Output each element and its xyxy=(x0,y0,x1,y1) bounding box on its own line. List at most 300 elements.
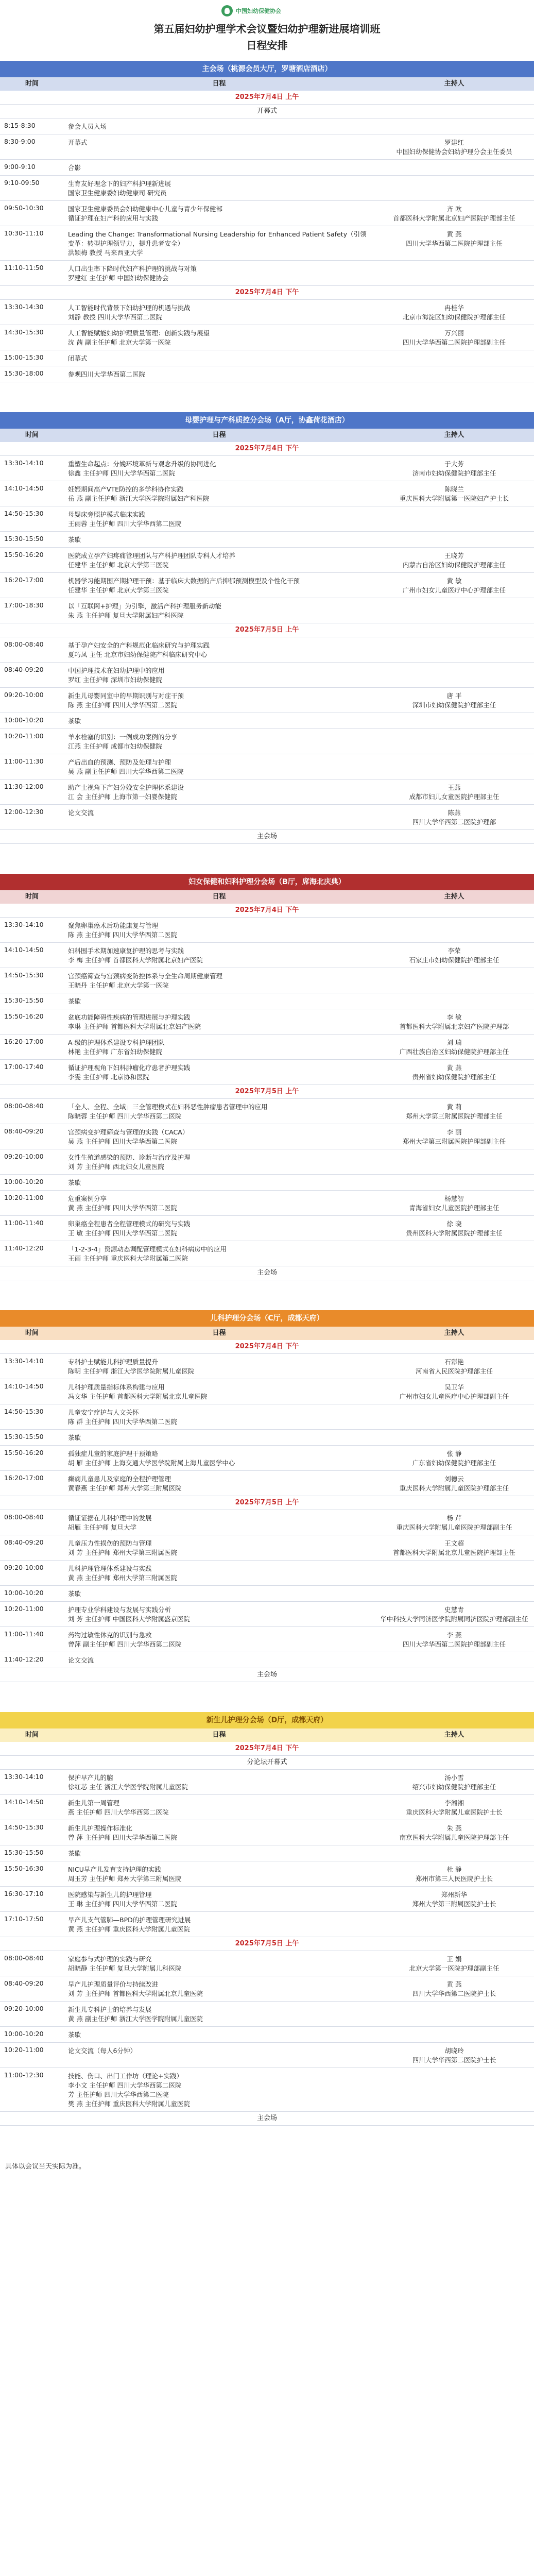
host-cell: 齐 欧 首都医科大学附属北京妇产医院护理部主任 xyxy=(393,205,515,222)
session-label: 主会场 xyxy=(0,830,534,844)
time-cell: 14:50-15:30 xyxy=(4,1823,44,1831)
table-row xyxy=(0,2002,534,2027)
column-header-row xyxy=(0,77,534,91)
table-row xyxy=(0,573,534,598)
time-cell: 15:50-16:20 xyxy=(4,551,44,558)
table-row xyxy=(0,754,534,779)
topic-cell: 护理专业学科建设与发展与实践分析 刘 芳 主任护师 中国医科大学附属盛京医院 xyxy=(68,1606,190,1623)
time-cell: 9:00-9:10 xyxy=(4,163,36,171)
time-cell: 10:30-11:10 xyxy=(4,229,44,237)
day-heading: 2025年7月4日 下午 xyxy=(0,1742,534,1756)
topic-cell: 羊水栓塞的识别：一例成功案例的分享 江燕 主任护师 成都市妇幼保健院 xyxy=(68,733,178,750)
host-cell: 汤小雪 绍兴市妇幼保健院护理部主任 xyxy=(412,1774,496,1791)
topic-cell: 技能、伤口、出门工作坊（理论+实践） 李小文 主任护师 四川大学华西第二医院 芳 主任护师 四川大学华西第二医院 樊 燕 主任护师 重庆医科大学附属儿童医院 xyxy=(68,2072,190,2108)
day-heading: 2025年7月5日 上午 xyxy=(0,1937,534,1951)
table-row xyxy=(0,1795,534,1820)
section-spacer xyxy=(0,382,534,412)
host-cell: 王晓芳 内蒙古自治区妇幼保健院护理部主任 xyxy=(402,552,506,569)
host-cell: 唐 平 深圳市妇幼保健院护理部主任 xyxy=(412,692,496,709)
topic-cell: 母婴床旁照护模式临床实践 王丽蓉 主任护师 四川大学华西第二医院 xyxy=(68,511,182,528)
topic-cell: 盆底功能障碍性疾病的管理进展与护理实践 李琳 主任护师 首都医科大学附属北京妇产医院 xyxy=(68,1013,201,1030)
time-cell: 14:10-14:50 xyxy=(4,1798,44,1806)
topic-cell: 危重案例分享 黄 燕 主任护师 四川大学华西第二医院 xyxy=(68,1195,177,1212)
host-cell: 杨 芹 重庆医科大学附属儿童医院护理部副主任 xyxy=(396,1514,512,1531)
topic-cell: 儿科护理管理体系建设与实践 黄 燕 主任护师 郑州大学第三附属医院 xyxy=(68,1565,177,1582)
topic-cell: Leading the Change: Transformational Nursing Leadership for Enhanced Patient Safety（引领变革：转型护理领导力，提升患者安全） 洪颖梅 教授 马来西亚大学 xyxy=(68,230,367,257)
time-cell: 11:00-11:40 xyxy=(4,1630,44,1638)
host-cell: 李 敏 首都医科大学附属北京妇产医院护理部 xyxy=(399,1013,509,1030)
time-cell: 13:30-14:10 xyxy=(4,921,44,928)
time-cell: 10:00-10:20 xyxy=(4,1178,44,1185)
table-row xyxy=(0,325,534,350)
topic-cell: 癫痫儿童患儿及家庭的全程护理管理 黄春燕 主任护师 郑州大学第三附属医院 xyxy=(68,1475,182,1492)
topic-cell: 药物过敏性休克的识别与急救 曾萍 副主任护师 四川大学华西第二医院 xyxy=(68,1631,182,1648)
time-cell: 16:20-17:00 xyxy=(4,1474,44,1482)
table-row xyxy=(0,1216,534,1241)
column-header-row xyxy=(0,890,534,904)
table-row xyxy=(0,1535,534,1561)
host-cell: 李 丽 郑州大学第三附属医院护理部副主任 xyxy=(402,1128,506,1145)
host-cell xyxy=(374,366,534,382)
section-title: 主会场（桃源会员大厅，罗塘酒店酒店） xyxy=(0,61,534,77)
column-header-row xyxy=(0,429,534,442)
topic-cell: 儿科护理质量指标体系构建与应用 冯文华 主任护师 首都医科大学附属北京儿童医院 xyxy=(68,1383,208,1400)
table-row xyxy=(0,1191,534,1216)
host-cell: 黄 燕 四川大学华西第二医院护士长 xyxy=(412,1980,496,1997)
table-row xyxy=(0,779,534,805)
table-row xyxy=(0,1354,534,1379)
topic-cell: 茶歇 xyxy=(68,1850,81,1857)
topic-cell: 宫颈病变护理筛查与管理的实践（CACA） 吴 燕 主任护师 四川大学华西第二医院 xyxy=(68,1128,189,1145)
host-cell: 徐 晓 贵州医科大学附属医院护理部主任 xyxy=(406,1220,503,1237)
host-cell xyxy=(374,176,534,200)
column-header: 日程 xyxy=(212,431,226,439)
table-row xyxy=(0,1404,534,1430)
time-cell: 17:00-18:30 xyxy=(4,601,44,609)
topic-cell: 机器学习能期围产期护理干预：基于临床大数据的产后抑郁预测模型及个性化干预 任建华 主任护师 北京大学第三医院 xyxy=(68,577,300,594)
day-heading: 2025年7月4日 下午 xyxy=(0,904,534,918)
host-cell: 刘 瑞 广西壮族自治区妇幼保健院护理部主任 xyxy=(399,1039,509,1056)
host-cell: 李湘湘 重庆医科大学附属儿童医院护士长 xyxy=(406,1799,503,1816)
column-header: 主持人 xyxy=(444,80,464,88)
session-label: 开幕式 xyxy=(0,105,534,118)
time-cell: 14:50-15:30 xyxy=(4,510,44,517)
time-cell: 11:00-11:40 xyxy=(4,1219,44,1227)
table-row xyxy=(0,1820,534,1845)
table-row xyxy=(0,1586,534,1602)
table-row xyxy=(0,1976,534,2002)
table-row xyxy=(0,1446,534,1471)
host-cell xyxy=(374,532,534,547)
column-header: 主持人 xyxy=(444,1329,464,1337)
column-header: 主持人 xyxy=(444,431,464,439)
table-row xyxy=(0,1099,534,1124)
host-cell xyxy=(374,160,534,175)
time-cell: 15:50-16:30 xyxy=(4,1865,44,1872)
time-cell: 15:30-15:50 xyxy=(4,1849,44,1856)
table-row xyxy=(0,261,534,286)
table-row xyxy=(0,350,534,366)
time-cell: 15:50-16:20 xyxy=(4,1012,44,1020)
host-cell xyxy=(374,1561,534,1585)
host-cell: 朱 燕 南京医科大学附属儿童医院护理部主任 xyxy=(399,1824,509,1841)
table-row xyxy=(0,1652,534,1668)
day-heading: 2025年7月4日 上午 xyxy=(0,91,534,105)
topic-cell: 中国护理技术在妇幼护理中的应用 罗红 主任护师 深圳市妇幼保健院 xyxy=(68,667,165,684)
topic-cell: 论文交流 xyxy=(68,1656,94,1664)
table-row xyxy=(0,2027,534,2043)
table-row xyxy=(0,532,534,548)
table-row xyxy=(0,1510,534,1535)
topic-cell: 新生儿第一周管理 燕 主任护师 四川大学华西第二医院 xyxy=(68,1799,169,1816)
time-cell: 12:00-12:30 xyxy=(4,808,44,816)
topic-cell: 专科护士赋能儿科护理质量提升 陈明 主任护师 浙江大学医学院附属儿童医院 xyxy=(68,1358,195,1375)
topic-cell: 早产儿支气管肺—BPD的护理管理研究进展 黄 燕 主任护师 重庆医科大学附属儿童医院 xyxy=(68,1916,191,1933)
column-header: 时间 xyxy=(25,1731,39,1739)
day-heading: 2025年7月5日 上午 xyxy=(0,623,534,637)
table-row xyxy=(0,1627,534,1652)
time-cell: 16:20-17:00 xyxy=(4,576,44,584)
table-row xyxy=(0,1912,534,1937)
time-cell: 10:00-10:20 xyxy=(4,2030,44,2038)
host-cell xyxy=(374,2027,534,2042)
topic-cell: 茶歇 xyxy=(68,2031,81,2039)
topic-cell: 儿童压力性损伤的预防与管理 刘 芳 主任护师 郑州大学第三附属医院 xyxy=(68,1539,177,1556)
host-cell: 万兴丽 四川大学华西第二医院护理部副主任 xyxy=(402,329,506,346)
host-cell xyxy=(374,754,534,779)
session-label: 分论坛开幕式 xyxy=(0,1756,534,1770)
day-heading: 2025年7月4日 下午 xyxy=(0,1340,534,1354)
host-cell: 李 燕 四川大学华西第二医院护理部副主任 xyxy=(402,1631,506,1648)
column-header: 时间 xyxy=(25,80,39,88)
topic-cell: 茶歇 xyxy=(68,1590,81,1598)
topic-cell: 妇科围手术期加速康复护理的思考与实践 李 梅 主任护师 首都医科大学附属北京妇产医院 xyxy=(68,947,203,964)
topic-cell: 论文交流（每人6分钟） xyxy=(68,2047,136,2055)
topic-cell: 人工智能时代背景下妇幼护理的机遇与挑战 刘静 教授 四川大学华西第二医院 xyxy=(68,304,191,321)
time-cell: 15:30-18:00 xyxy=(4,369,44,377)
time-cell: 11:40-12:20 xyxy=(4,1655,44,1663)
table-row xyxy=(0,1471,534,1496)
table-row xyxy=(0,1009,534,1035)
column-header: 时间 xyxy=(25,1329,39,1337)
host-cell: 王燕 成都市妇儿女童医院护理部主任 xyxy=(409,784,499,801)
table-row xyxy=(0,918,534,943)
table-row xyxy=(0,1887,534,1912)
topic-cell: 茶歇 xyxy=(68,536,81,544)
host-cell xyxy=(374,1586,534,1601)
topic-cell: 卵巢癌全程患者全程管理模式的研究与实践 王 敏 主任护师 四川大学华西第二医院 xyxy=(68,1220,191,1237)
host-cell xyxy=(374,1404,534,1429)
topic-cell: 参会人员入场 xyxy=(68,123,107,130)
time-cell: 15:30-15:50 xyxy=(4,996,44,1004)
time-cell: 10:20-11:00 xyxy=(4,732,44,740)
time-cell: 11:30-12:00 xyxy=(4,783,44,790)
time-cell: 08:00-08:40 xyxy=(4,1513,44,1521)
table-row xyxy=(0,1845,534,1861)
table-row xyxy=(0,548,534,573)
agenda-section xyxy=(0,61,534,382)
time-cell: 08:40-09:20 xyxy=(4,1127,44,1135)
host-cell: 罗建红 中国妇幼保健协会妇幼护理分会主任委员 xyxy=(396,139,512,156)
column-header: 日程 xyxy=(212,893,226,901)
time-cell: 8:15-8:30 xyxy=(4,122,36,129)
table-row xyxy=(0,134,534,160)
topic-cell: 国家卫生健康委员会妇幼健康中心儿童与青少年保健部 循证护理在妇产科的应用与实践 xyxy=(68,205,223,222)
host-cell xyxy=(374,918,534,942)
time-cell: 09:20-10:00 xyxy=(4,691,44,699)
table-row xyxy=(0,1035,534,1060)
column-header: 时间 xyxy=(25,893,39,901)
time-cell: 13:30-14:30 xyxy=(4,303,44,311)
column-header: 日程 xyxy=(212,1731,226,1739)
topic-cell: 人口出生率下降时代妇产科护理的挑战与对策 罗建红 主任护师 中国妇幼保健协会 xyxy=(68,265,197,282)
host-cell: 张 静 广东省妇幼保健院护理部主任 xyxy=(412,1450,496,1467)
time-cell: 9:10-09:50 xyxy=(4,179,40,187)
table-row xyxy=(0,713,534,729)
host-cell: 史慧青 华中科技大学同济医学院附属同济医院护理部副主任 xyxy=(380,1606,528,1623)
session-label: 主会场 xyxy=(0,2112,534,2126)
host-cell xyxy=(374,713,534,728)
host-cell: 于大芳 济南市妇幼保健院护理部主任 xyxy=(412,460,496,477)
time-cell: 14:10-14:50 xyxy=(4,1382,44,1390)
host-cell xyxy=(374,261,534,285)
topic-cell: 宫颈癌筛查与宫颈病变防控体系与全生命周期健康管理 王晓丹 主任护师 北京大学第一医院 xyxy=(68,972,223,989)
table-row xyxy=(0,1602,534,1627)
section-title: 母婴护理与产科质控分会场（A厅，协鑫荷花酒店） xyxy=(0,412,534,429)
table-row xyxy=(0,1379,534,1404)
time-cell: 11:00-12:30 xyxy=(4,2071,44,2079)
time-cell: 08:40-09:20 xyxy=(4,1979,44,1987)
host-cell: 王文超 首都医科大学附属北京儿童医院护理部主任 xyxy=(393,1539,515,1556)
host-cell: 陈燕 四川大学华西第二医院护理部 xyxy=(412,809,496,826)
table-row xyxy=(0,993,534,1009)
table-row xyxy=(0,2068,534,2112)
host-cell xyxy=(374,663,534,687)
column-header-row xyxy=(0,1728,534,1742)
topic-cell: 家庭参与式护理的实践与研究 胡晓静 主任护师 复旦大学附属儿科医院 xyxy=(68,1955,182,1972)
section-spacer xyxy=(0,1682,534,1712)
agenda-section xyxy=(0,1310,534,1682)
table-row xyxy=(0,506,534,532)
topic-cell: 助产士视角下产妇分娩安全护理体系建设 江 会 主任护师 上海市第一妇婴保健院 xyxy=(68,784,184,801)
topic-cell: 医院感染与新生儿的护理管理 王 琳 主任护师 四川大学华西第二医院 xyxy=(68,1891,177,1908)
host-cell xyxy=(374,729,534,754)
page-subtitle: 日程安排 xyxy=(246,39,288,52)
time-cell: 15:30-15:50 xyxy=(4,535,44,543)
table-row xyxy=(0,2043,534,2068)
time-cell: 15:00-15:30 xyxy=(4,353,44,361)
section-title: 儿科护理分会场（C厅，成都天府） xyxy=(0,1310,534,1327)
topic-cell: 妊娠期间高产VTE防控的多学科协作实践 岳 燕 副主任护师 浙江大学医学院附属妇产科医院 xyxy=(68,485,210,502)
session-label: 主会场 xyxy=(0,1668,534,1682)
topic-cell: 合影 xyxy=(68,164,81,172)
table-row xyxy=(0,1124,534,1149)
day-heading: 2025年7月4日 下午 xyxy=(0,442,534,456)
table-row xyxy=(0,968,534,993)
time-cell: 14:10-14:50 xyxy=(4,484,44,492)
agenda-section xyxy=(0,1712,534,2126)
time-cell: 14:50-15:30 xyxy=(4,971,44,979)
host-cell xyxy=(374,1175,534,1190)
time-cell: 17:00-17:40 xyxy=(4,1063,44,1071)
host-cell xyxy=(374,506,534,531)
time-cell: 11:40-12:20 xyxy=(4,1244,44,1252)
topic-cell: 保护早产儿的脑 徐红芯 主任 浙江大学医学院附属儿童医院 xyxy=(68,1774,188,1791)
topic-cell: 基于孕产妇安全的产科规范化临床研究与护理实践 夏巧凤 主任 北京市妇幼保健院产科临床研究中心 xyxy=(68,641,210,658)
topic-cell: 孤独症儿童的家庭护理干预策略 胡 雁 主任护师 上海交通大学医学院附属上海儿童医学中心 xyxy=(68,1450,235,1467)
table-row xyxy=(0,1861,534,1887)
agenda-sections xyxy=(0,61,534,2156)
time-cell: 13:30-14:10 xyxy=(4,1773,44,1781)
table-row xyxy=(0,729,534,754)
topic-cell: 茶歇 xyxy=(68,997,81,1005)
table-row xyxy=(0,805,534,830)
host-cell: 郑州新华 郑州大学第三附属医院护士长 xyxy=(412,1891,496,1908)
time-cell: 13:30-14:10 xyxy=(4,459,44,467)
time-cell: 09:20-10:00 xyxy=(4,1564,44,1571)
host-cell xyxy=(374,968,534,993)
time-cell: 10:20-11:00 xyxy=(4,1605,44,1613)
table-row xyxy=(0,366,534,382)
host-cell xyxy=(374,1241,534,1266)
host-cell xyxy=(374,350,534,366)
topic-cell: 参观四川大学华西第二医院 xyxy=(68,370,146,378)
section-spacer xyxy=(0,844,534,874)
footer-note: 具体以会议当天实际为准。 xyxy=(5,2163,86,2171)
host-cell xyxy=(374,637,534,662)
topic-cell: 新生儿专科护士的培养与发展 黄 燕 副主任护师 浙江大学医学院附属儿童医院 xyxy=(68,2006,203,2023)
day-heading: 2025年7月5日 上午 xyxy=(0,1496,534,1510)
topic-cell: 女性生殖道感染的预防、诊断与治疗及护理 刘 芳 主任护师 西北妇女儿童医院 xyxy=(68,1154,191,1171)
column-header: 日程 xyxy=(212,1329,226,1337)
time-cell: 10:00-10:20 xyxy=(4,716,44,724)
topic-cell: 早产儿护理质量评价与持续改进 刘 芳 主任护师 首都医科大学附属北京儿童医院 xyxy=(68,1980,203,1997)
host-cell: 杨慧智 青海省妇女儿童医院护理部主任 xyxy=(409,1195,499,1212)
topic-cell: 循证护理视角下妇科肿瘤化疗患者护理实践 李雯 主任护师 北京协和医院 xyxy=(68,1064,191,1081)
time-cell: 08:00-08:40 xyxy=(4,1102,44,1110)
table-row xyxy=(0,456,534,481)
day-heading: 2025年7月4日 下午 xyxy=(0,286,534,300)
topic-cell: 茶歇 xyxy=(68,717,81,725)
host-cell: 刘德云 重庆医科大学附属儿童医院护理部主任 xyxy=(399,1475,509,1492)
time-cell: 09:50-10:30 xyxy=(4,204,44,212)
column-header: 主持人 xyxy=(444,893,464,901)
time-cell: 14:10-14:50 xyxy=(4,946,44,954)
table-row xyxy=(0,663,534,688)
topic-cell: 以「互联网+护理」为引擎，激活产科护理服务新动能 朱 燕 主任护师 复旦大学附属妇产科医院 xyxy=(68,602,221,619)
host-cell: 黄 燕 贵州省妇幼保健院护理部主任 xyxy=(412,1064,496,1081)
host-cell xyxy=(374,1430,534,1445)
table-row xyxy=(0,118,534,134)
table-row xyxy=(0,1175,534,1191)
host-cell xyxy=(374,1912,534,1937)
time-cell: 14:30-15:30 xyxy=(4,328,44,336)
time-cell: 10:20-11:00 xyxy=(4,2046,44,2054)
topic-cell: 医院成立孕产妇疼痛管理团队与产科护理团队专科人才培养 任建华 主任护师 北京大学第三医院 xyxy=(68,552,236,569)
host-cell: 杜 静 郑州市第三人民医院护士长 xyxy=(415,1866,493,1883)
agenda-section xyxy=(0,874,534,1280)
page-title: 第五届妇幼护理学术会议暨妇幼护理新进展培训班 xyxy=(153,23,381,35)
table-row xyxy=(0,1430,534,1446)
topic-cell: 生育友好理念下的妇产科护理新进展 国家卫生健康委妇幼健康司 研究员 xyxy=(68,180,171,197)
time-cell: 14:50-15:30 xyxy=(4,1408,44,1415)
table-row xyxy=(0,300,534,325)
time-cell: 13:30-14:10 xyxy=(4,1357,44,1365)
table-row xyxy=(0,226,534,261)
host-cell xyxy=(374,1652,534,1668)
topic-cell: NICU早产儿发育支持护理的实践 周玉芳 主任护师 郑州大学第三附属医院 xyxy=(68,1866,182,1883)
topic-cell: 闭幕式 xyxy=(68,354,88,362)
table-row xyxy=(0,160,534,176)
table-row xyxy=(0,481,534,506)
time-cell: 10:00-10:20 xyxy=(4,1589,44,1597)
column-header: 主持人 xyxy=(444,1731,464,1739)
host-cell: 石彩艳 河南省人民医院护理部主任 xyxy=(415,1358,493,1375)
host-cell: 陈晓兰 重庆医科大学附属第一医院妇产护士长 xyxy=(399,485,509,502)
host-cell: 吴卫华 广州市妇女儿童医疗中心护理部副主任 xyxy=(399,1383,509,1400)
column-header: 日程 xyxy=(212,80,226,88)
host-cell xyxy=(374,1149,534,1174)
topic-cell: 「1-2-3-4」资源动态调配管理模式在妇科病房中的应用 王丽 主任护师 重庆医科大学附属第二医院 xyxy=(68,1245,227,1262)
host-cell: 黄 莉 郑州大学第三附属医院护理部主任 xyxy=(406,1103,503,1120)
table-row xyxy=(0,637,534,663)
host-cell xyxy=(374,1845,534,1861)
host-cell xyxy=(374,2068,534,2111)
table-row xyxy=(0,688,534,713)
topic-cell: 儿童安宁疗护与人文关怀 陈 群 主任护师 四川大学华西第二医院 xyxy=(68,1409,177,1426)
day-heading: 2025年7月5日 上午 xyxy=(0,1085,534,1099)
section-title: 妇女保健和妇科护理分会场（B厅，席海北庆典） xyxy=(0,874,534,890)
host-cell xyxy=(374,993,534,1009)
table-row xyxy=(0,201,534,226)
logo-text: 中国妇幼保健协会 xyxy=(236,8,281,14)
column-header-row xyxy=(0,1327,534,1340)
time-cell: 17:10-17:50 xyxy=(4,1915,44,1923)
time-cell: 09:20-10:00 xyxy=(4,1153,44,1160)
host-cell: 冉桂华 北京市海淀区妇幼保健院护理部主任 xyxy=(402,304,506,321)
time-cell: 8:30-9:00 xyxy=(4,138,36,145)
logo-icon xyxy=(221,5,233,16)
table-row xyxy=(0,1561,534,1586)
topic-cell: 开幕式 xyxy=(68,139,88,146)
topic-cell: 循证证据在儿科护理中的发展 胡雁 主任护师 复旦大学 xyxy=(68,1514,152,1531)
topic-cell: 论文交流 xyxy=(68,809,94,817)
section-spacer xyxy=(0,2126,534,2156)
agenda-section xyxy=(0,412,534,844)
topic-cell: A-级的护理体系建设专科护理团队 林艳 主任护师 广东省妇幼保健院 xyxy=(68,1039,165,1056)
time-cell: 09:20-10:00 xyxy=(4,2005,44,2012)
page-header xyxy=(0,0,534,61)
column-header: 时间 xyxy=(25,431,39,439)
topic-cell: 产后出血的预测、预防及处理与护理 吴 燕 副主任护师 四川大学华西第二医院 xyxy=(68,758,184,775)
table-row xyxy=(0,1060,534,1085)
association-logo xyxy=(221,5,281,16)
table-row xyxy=(0,1149,534,1175)
host-cell: 王 娟 北京大学第一医院护理部副主任 xyxy=(409,1955,499,1972)
table-row xyxy=(0,176,534,201)
section-title: 新生儿护理分会场（D厅，成都天府） xyxy=(0,1712,534,1728)
time-cell: 16:20-17:00 xyxy=(4,1038,44,1045)
host-cell: 黄 敏 广州市妇女儿童医疗中心护理部主任 xyxy=(402,577,506,594)
time-cell: 15:50-16:20 xyxy=(4,1449,44,1456)
session-label: 主会场 xyxy=(0,1266,534,1280)
topic-cell: 新生儿护理操作标准化 曾 萍 主任护师 四川大学华西第二医院 xyxy=(68,1824,177,1841)
table-row xyxy=(0,598,534,623)
table-row xyxy=(0,943,534,968)
topic-cell: 「全人、全程、全域」三全管理模式在妇科恶性肿瘤患者管理中的应用 陈晓蓉 主任护师 四川大学华西第二医院 xyxy=(68,1103,268,1120)
host-cell xyxy=(374,598,534,623)
time-cell: 08:00-08:40 xyxy=(4,1954,44,1962)
